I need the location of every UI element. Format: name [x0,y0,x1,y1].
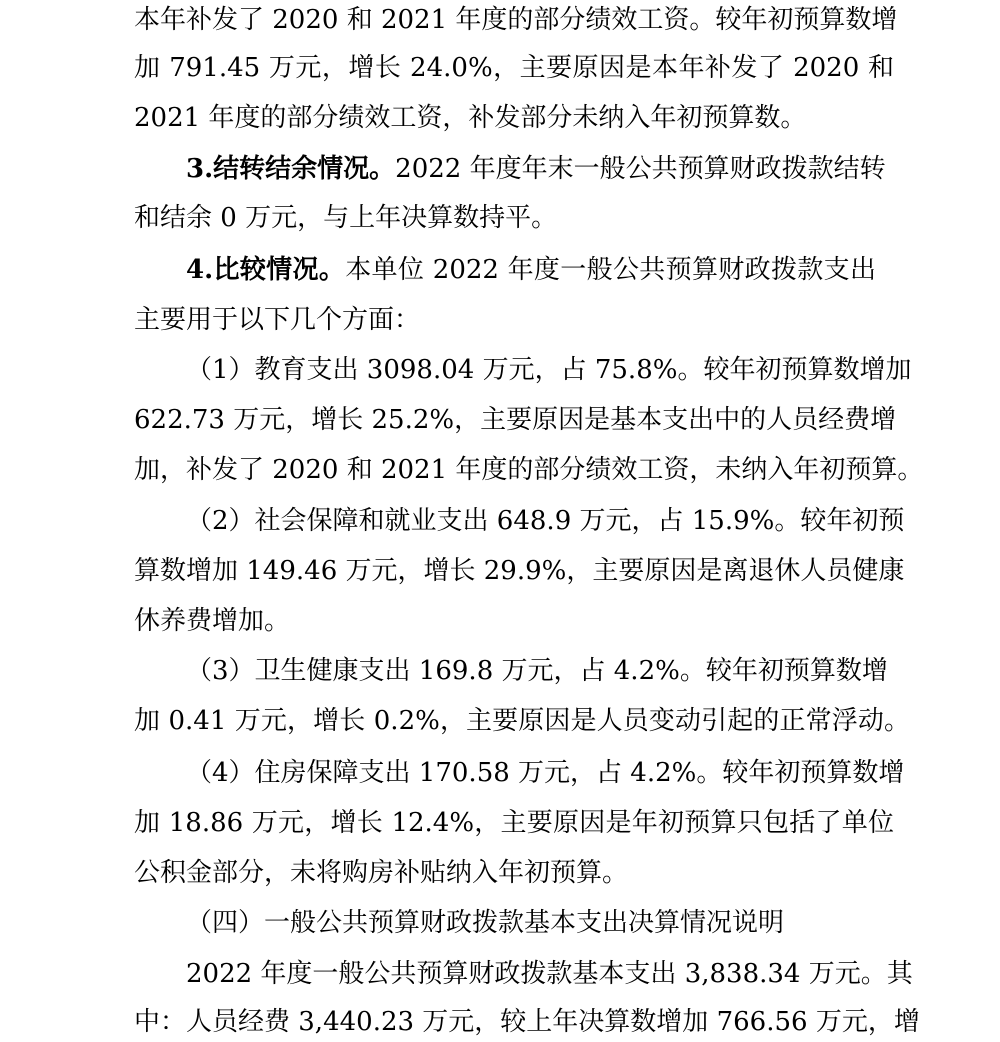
paragraph-line: 休养费增加。 [134,606,291,636]
paragraph-line: （4）住房保障支出 170.58 万元，占 4.2%。较年初预算数增 [186,758,905,788]
paragraph-line: 本年补发了 2020 和 2021 年度的部分绩效工资。较年初预算数增 [134,5,898,35]
paragraph-text: 2022 年度年末一般公共预算财政拨款结转 [395,154,886,184]
paragraph-line: 和结余 0 万元，与上年决算数持平。 [134,203,558,233]
paragraph-line: 公积金部分，未将购房补贴纳入年初预算。 [134,858,629,888]
paragraph-line: （2）社会保障和就业支出 648.9 万元，占 15.9%。较年初预 [186,506,905,536]
paragraph-line: （3）卫生健康支出 169.8 万元，占 4.2%。较年初预算数增 [186,656,888,686]
paragraph-line: （1）教育支出 3098.04 万元，占 75.8%。较年初预算数增加 [186,355,912,385]
paragraph-line: 加 18.86 万元，增长 12.4%，主要原因是年初预算只包括了单位 [134,808,894,838]
section-lead: 4.比较情况。 [186,255,346,285]
paragraph-line: 中：人员经费 3,440.23 万元，较上年决算数增加 766.56 万元，增 [134,1007,920,1037]
paragraph-line: 算数增加 149.46 万元，增长 29.9%，主要原因是离退休人员健康 [134,556,905,586]
paragraph-line [186,250,876,290]
section-heading: （四）一般公共预算财政拨款基本支出决算情况说明 [186,908,785,938]
paragraph-text: 本单位 2022 年度一般公共预算财政拨款支出 [345,255,876,285]
paragraph-line: 622.73 万元，增长 25.2%，主要原因是基本支出中的人员经费增 [134,405,897,435]
paragraph-line: 加 0.41 万元，增长 0.2%，主要原因是人员变动引起的正常浮动。 [134,706,910,736]
paragraph-line: 2022 年度一般公共预算财政拨款基本支出 3,838.34 万元。其 [186,959,913,989]
paragraph-line: 加，补发了 2020 和 2021 年度的部分绩效工资，未纳入年初预算。 [134,455,924,485]
paragraph-line [186,149,886,189]
paragraph-line: 主要用于以下几个方面： [134,305,421,335]
paragraph-line: 加 791.45 万元，增长 24.0%，主要原因是本年补发了 2020 和 [134,53,894,83]
section-lead: 3.结转结余情况。 [186,154,396,184]
paragraph-line: 2021 年度的部分绩效工资，补发部分未纳入年初预算数。 [134,103,807,133]
